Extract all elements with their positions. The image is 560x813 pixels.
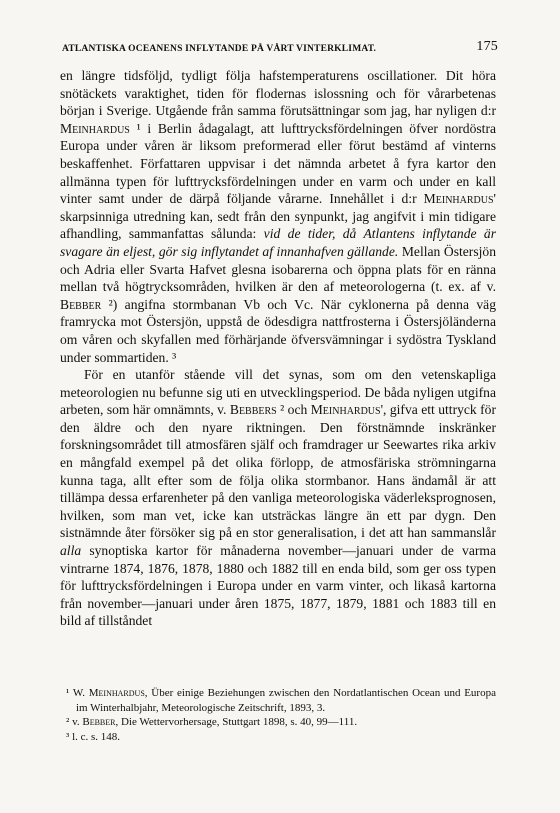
author-name: Meinhardus <box>423 191 494 207</box>
text-run: Mellan Östersjön och Adria eller Svarta Hafvet glesna isobarerna och öppna plats för en ränna mellan två högtrycksområden, hvilken är den af meteorologerna (t. ex. af v. <box>60 243 496 295</box>
text-run: ' skarpsinniga utredning kan, sedt från den synpunkt, jag angifvit i min tidigare afhandling, sammanfattas sålunda: <box>60 191 496 242</box>
author-name: Bebber <box>60 296 102 312</box>
text-run: l. c. s. 148. <box>72 730 121 743</box>
footnote-ref: ²) <box>101 296 125 312</box>
author-name: Meinhardus <box>88 687 145 699</box>
footnote-ref: ² <box>276 402 288 418</box>
emphasis-text: vid de tider, då Atlantens inflytande är svagare än eljest, gör sig inflytandet af innanhafven gällande. <box>60 226 496 259</box>
text-run: i Berlin ådagalagt, att lufttrycksfördelningen öfver nordöstra Europa under våren är liksom preformerad eller förut bestämd af vinterns beskaffenhet. Författaren uppvisar i det nämnda arbetet å fyra kartor den allmänna typen för lufttrycksfördelningen under en varm och under en kall vinter samt under de därpå följande vårarne. Innehållet i d:r <box>60 120 497 207</box>
text-run: För en utanför stående vill det synas, som om den vetenskapliga meteorologien nu befunne sig uti en utvecklingsperiod. De båda nyligen utgifna arbeten, som här omnämnts, v. <box>60 367 496 418</box>
page-number: 175 <box>476 39 498 54</box>
text-run: och <box>287 402 311 418</box>
footnote-ref: ¹ <box>129 120 148 136</box>
text-run: W. <box>69 687 89 699</box>
paragraph-2 <box>60 366 496 630</box>
author-name: Bebbers <box>229 402 277 418</box>
text-run: angifna stormbanan Vb och Vc. När cyklonerna på denna väg framrycka mot Östersjön, uppstå de ödesdigra nattfrosterna i Östersjöländerna om våren och skyfallen med förhärjande öfversvämningar i sydöstra Tyskland under sommartiden. ³ <box>60 296 496 365</box>
body-text <box>60 67 496 630</box>
author-name: Meinhardus <box>60 120 130 136</box>
paragraph-1 <box>60 67 496 366</box>
emphasis-text: alla <box>60 543 82 559</box>
footnotes <box>60 686 496 744</box>
author-name: Bebber <box>82 716 116 728</box>
text-run: , Die Wettervorhersage, Stuttgart 1898, s. 40, 99—111. <box>115 716 358 728</box>
text-run: en längre tidsföljd, tydligt följa hafstemperaturens oscillationer. Dit höra snötäckets varaktighet, tiden för flodernas islossning och för vårarbetenas början i Sverige. Utgående från samma förutsättningar som jag, har nyligen d:r <box>60 68 496 119</box>
running-title: ATLANTISKA OCEANENS INFLYTANDE PÅ VÅRT VINTERKLIMAT. <box>62 44 377 54</box>
footnote-mark: ² <box>66 716 70 728</box>
author-name: Meinhardus <box>310 402 381 418</box>
text-run: , Über einige Beziehungen zwischen den Nordatlantischen Ocean und Europa im Winterhalbjahr, Meteorologische Zeitschrift, 1893, 3. <box>76 687 496 714</box>
text-run: synoptiska kartor för månaderna november—januari under de varma vintrarne 1874, 1876, 1878, 1880 och 1882 till en enda bild, som ger oss typen för lufttrycksfördelningen i Europa under en varm vinter, och likaså kartorna från november—januari under åren 1875, 1877, 1879, 1881 och 1883 till en bild af tillståndet <box>60 543 496 629</box>
text-run: ', gifva ett uttryck för den äldre och den nyare riktningen. Den förstnämnde inskränker forskningsområdet till atmosfären själf och framdrager ur Seewartes rika arkiv en mångfald exempel på det olika förlopp, de atmosfäriska strömningarna kunna taga, allt efter som de följa olika stormbanor. Hans ändamål är att tillämpa dessa erfarenheter på den vanliga meteorologiska väderleksprognosen, hvilken, som man vet, icke kan utsträckas längre än ett par dygn. Den sistnämnde åter försöker sig på en stor generalisation, i det att han sammanslår <box>60 402 496 541</box>
footnote-3 <box>60 730 496 745</box>
footnote-2 <box>60 715 496 730</box>
running-header <box>62 39 498 56</box>
footnote-mark: ¹ <box>66 687 70 699</box>
text-run: v. <box>69 716 83 728</box>
footnote-mark: ³ <box>66 730 70 743</box>
footnote-1 <box>60 686 496 715</box>
